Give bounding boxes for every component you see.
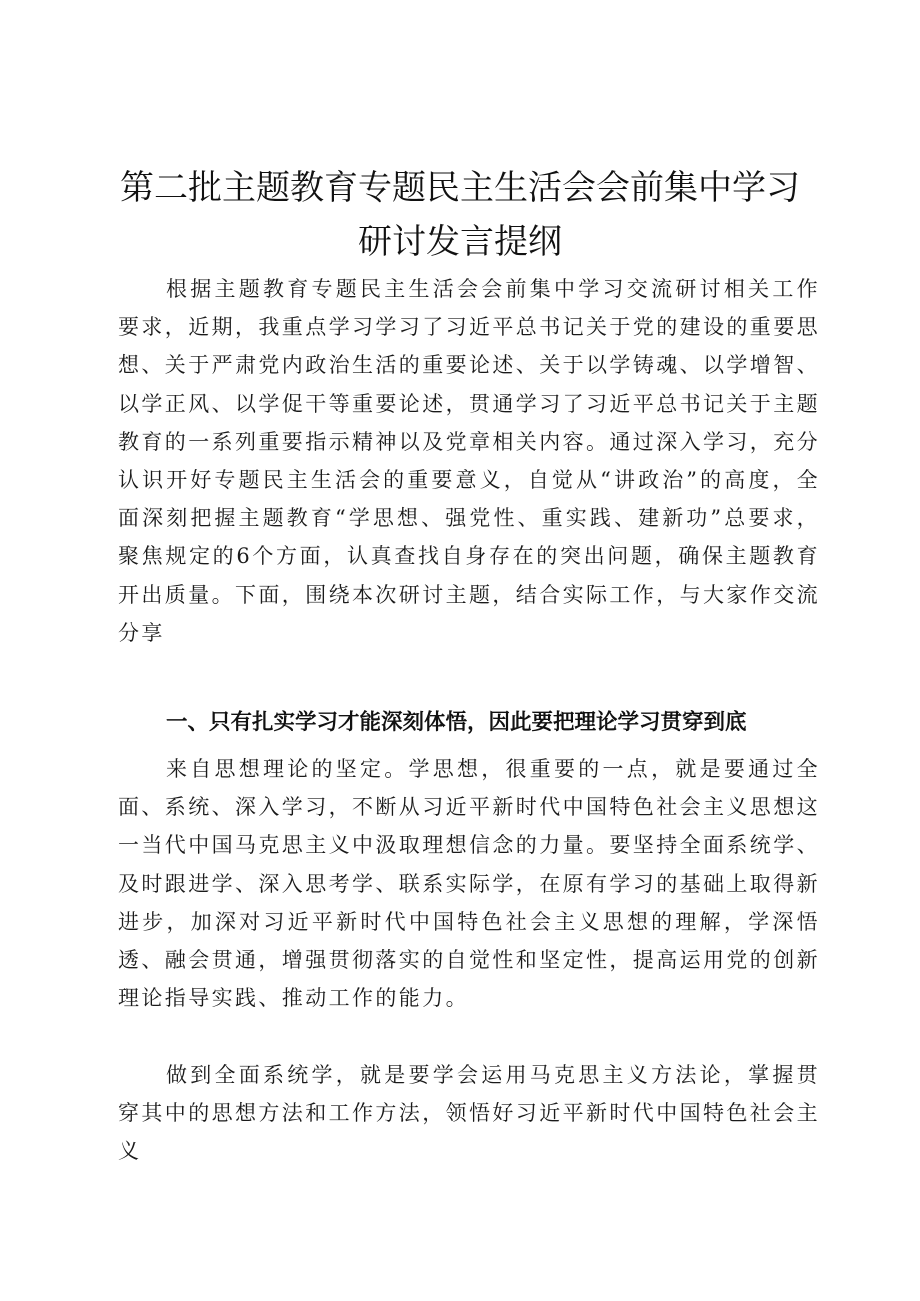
section-heading-1: 一、只有扎实学习才能深刻体悟，因此要把理论学习贯穿到底 <box>166 710 747 735</box>
document-title-line-2: 研讨发言提纲 <box>358 222 562 262</box>
body-paragraph-1: 来自思想理论的坚定。学思想，很重要的一点，就是要通过全面、系统、深入学习，不断从习近平新时代中国特色社会主义思想这一当代中国马克思主义中汲取理想信念的力量。要坚持全面系统学、及时跟进学、深入思考学、联系实际学，在原有学习的基础上取得新进步，加深对习近平新时代中国特色社会主义思想的理解，学深悟透、融会贯通，增强贯彻落实的自觉性和坚定性，提高运用党的创新理论指导实践、推动工作的能力。 <box>118 757 820 1011</box>
document-title-line-1: 第二批主题教育专题民主生活会会前集中学习 <box>120 168 800 208</box>
body-paragraph-2: 做到全面系统学，就是要学会运用马克思主义方法论，掌握贯穿其中的思想方法和工作方法，领悟好习近平新时代中国特色社会主义 <box>118 1063 820 1164</box>
intro-paragraph: 根据主题教育专题民主生活会会前集中学习交流研讨相关工作要求，近期，我重点学习学习了习近平总书记关于党的建设的重要思想、关于严肃党内政治生活的重要论述、关于以学铸魂、以学增智、以学正风、以学促干等重要论述，贯通学习了习近平总书记关于主题教育的一系列重要指示精神以及党章相关内容。通过深入学习，充分认识开好专题民主生活会的重要意义，自觉从“讲政治”的高度，全面深刻把握主题教育“学思想、强党性、重实践、建新功”总要求，聚焦规定的6个方面，认真查找自身存在的突出问题，确保主题教育开出质量。下面，围绕本次研讨主题，结合实际工作，与大家作交流分享 <box>118 277 820 645</box>
